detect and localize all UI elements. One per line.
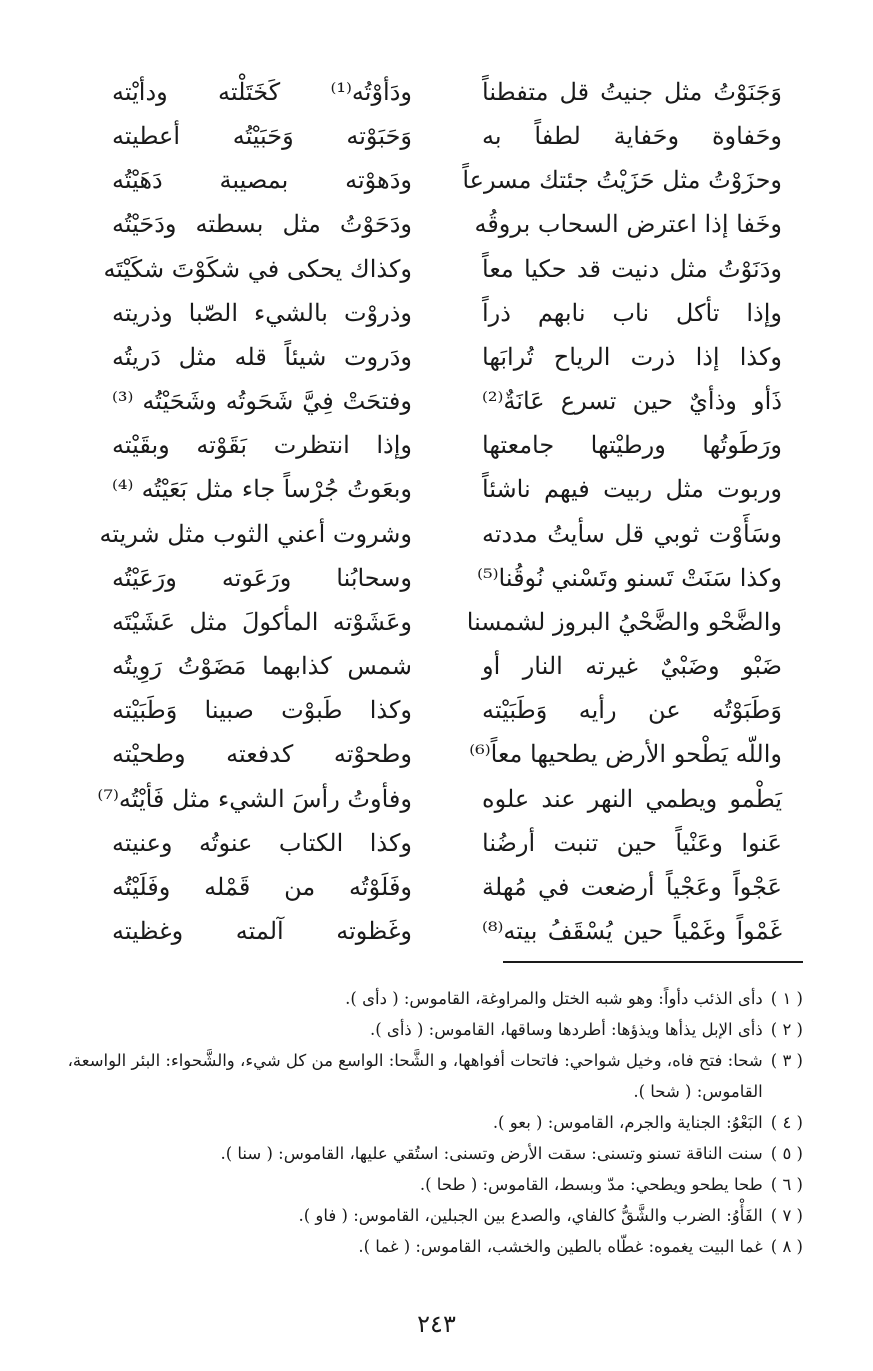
verse-first-hemistich: وكذا سَنَتْ تَسنو وتَسْني نُوقُنا⁽⁵⁾ bbox=[477, 563, 782, 592]
footnote bbox=[63, 1045, 803, 1107]
footnote-number: ( ١ ) bbox=[770, 989, 803, 1008]
verse-second-hemistich: وفَلَوْتُه من قَمْله وفَلَيْتُه bbox=[112, 872, 412, 901]
verse-first-hemistich: وسَأَوْت ثوبي قل سأيتُ مددته bbox=[482, 519, 782, 548]
verse-second-hemistich: وكذاك يحكى في شكَوْتَ شكَيْتَه bbox=[103, 254, 412, 283]
footnote-number: ( ٥ ) bbox=[770, 1144, 803, 1163]
verse-second-hemistich: وسحابُنا ورَعَوته ورَعَيْتُه bbox=[112, 563, 412, 592]
verse-line bbox=[112, 646, 782, 687]
verse-second-hemistich: ودَحَوْتُ مثل بسطته ودَحَيْتُه bbox=[112, 210, 412, 239]
footnote-text: غما البيت يغموه: غطّاه بالطين والخشب، القاموس: ( غما ). bbox=[358, 1237, 763, 1256]
footnote-number: ( ٧ ) bbox=[770, 1206, 803, 1225]
footnote-number: ( ٦ ) bbox=[770, 1175, 803, 1194]
footnote-number: ( ٤ ) bbox=[770, 1113, 803, 1132]
footnote bbox=[63, 1138, 803, 1169]
footnote bbox=[63, 983, 803, 1014]
verse-line bbox=[112, 867, 782, 908]
footnote bbox=[63, 1169, 803, 1200]
verse-second-hemistich: شمس كذابهما مَضَوْتُ رَوِيتُه bbox=[112, 652, 412, 681]
footnote-number: ( ٢ ) bbox=[770, 1020, 803, 1039]
footnote-text: دأى الذئب دأواً: وهو شبه الختل والمراوغة، القاموس: ( دأى ). bbox=[345, 989, 763, 1008]
verse-first-hemistich: يَطْمو ويطمي النهر عند علوه bbox=[482, 784, 782, 813]
verse-first-hemistich: ذَأو وذأيٌ حين تسرع عَانَةٌ⁽²⁾ bbox=[482, 387, 782, 416]
verse-line bbox=[112, 160, 782, 201]
verse-second-hemistich: وإذا انتظرت بَقَوْته وبقَيْته bbox=[112, 431, 412, 460]
footnote bbox=[63, 1200, 803, 1231]
verse-line bbox=[112, 425, 782, 466]
verse-first-hemistich: ورَطَوتُها ورطيْتها جامعتها bbox=[482, 431, 782, 460]
verse-line bbox=[112, 116, 782, 157]
verse-line bbox=[112, 734, 782, 775]
verse-first-hemistich: واللّه يَطْحو الأرض يطحيها معاً⁽⁶⁾ bbox=[469, 740, 782, 769]
verse-line bbox=[112, 72, 782, 113]
footnote-text: البَعْوُ: الجناية والجرم، القاموس: ( بعو ). bbox=[492, 1113, 763, 1132]
verse-second-hemistich: وكذا الكتاب عنوتُه وعنيته bbox=[112, 828, 412, 857]
verse-first-hemistich: غَمْواً وغَمْياً حين يُسْقَفُ بيته⁽⁸⁾ bbox=[482, 916, 782, 945]
verse-first-hemistich: عَنوا وعَنْياً حين تنبت أرضُنا bbox=[482, 828, 782, 857]
verse-line bbox=[103, 249, 782, 290]
verse-line bbox=[97, 779, 782, 820]
verse-first-hemistich: وحزَوْتُ مثل حَزَيْتُ جئتك مسرعاً bbox=[462, 166, 782, 195]
verse-second-hemistich: وشروت أعني الثوب مثل شريته bbox=[99, 519, 412, 548]
verse-second-hemistich: وطحوْته كدفعته وطحيْته bbox=[112, 740, 412, 769]
verse-second-hemistich: وَحَبَوْته وَحَبَيْتُه أعطيته bbox=[112, 122, 412, 151]
footnote-number: ( ٣ ) bbox=[770, 1051, 803, 1070]
verse-first-hemistich: عَجْواً وعَجْياً أرضعت في مُهلة bbox=[482, 872, 782, 901]
footnote bbox=[63, 1107, 803, 1138]
verse-first-hemistich: وحَفاوة وحَفاية لطفاً به bbox=[482, 122, 782, 151]
verse-line bbox=[112, 381, 782, 422]
verse-line bbox=[112, 293, 782, 334]
verse-line bbox=[112, 204, 782, 245]
verse-line bbox=[112, 558, 782, 599]
footnote-number: ( ٨ ) bbox=[770, 1237, 803, 1256]
footnote bbox=[63, 1014, 803, 1045]
verse-second-hemistich: وفتحَتْ فِيَّ شَحَوتُه وشَحَيْتُه ⁽³⁾ bbox=[112, 387, 412, 416]
verse-line bbox=[112, 690, 782, 731]
verse-line bbox=[112, 911, 782, 952]
footnote bbox=[63, 1231, 803, 1262]
page-number: ٢٤٣ bbox=[417, 1310, 456, 1338]
verse-second-hemistich: وفأوتُ رأسَ الشيء مثل فَأيْتُه⁽⁷⁾ bbox=[97, 784, 412, 813]
verse-second-hemistich: ودَروت شيئاً قله مثل دَريتُه bbox=[112, 342, 412, 371]
verse-second-hemistich: ودَهوْته بمصيبة دَهَيْتُه bbox=[112, 166, 412, 195]
verse-second-hemistich: وعَشَوْته المأكولَ مثل عَشَيْتَه bbox=[112, 607, 412, 636]
verse-first-hemistich: وكذا إذا ذرت الرياح تُرابَها bbox=[482, 342, 782, 371]
verse-first-hemistich: ضَبْو وضَبْيٌ غيرته النار أو bbox=[482, 652, 782, 681]
verse-first-hemistich: وإذا تأكل ناب نابهم ذراً bbox=[482, 298, 782, 327]
verse-first-hemistich: وربوت مثل ربيت فيهم ناشئاً bbox=[482, 475, 782, 504]
verse-second-hemistich: وغَظوته آلمته وغظيته bbox=[112, 916, 412, 945]
verse-line bbox=[112, 602, 782, 643]
verse-first-hemistich: والضَّحْو والضَّحْيُ البروز لشمسنا bbox=[466, 607, 782, 636]
footnote-text: ذأى الإبل يذأها ويذؤها: أطردها وساقها، القاموس: ( ذأى ). bbox=[369, 1020, 763, 1039]
verse-second-hemistich: ودَأوْتُه⁽¹⁾ كَخَتَلْته ودأيْته bbox=[112, 78, 412, 106]
verse-line bbox=[112, 469, 782, 510]
footnote-text: طحا يطحو ويطحي: مدّ وبسط، القاموس: ( طحا ). bbox=[419, 1175, 763, 1194]
verse-line bbox=[112, 823, 782, 864]
footnote-text: الفَأْوُ: الضرب والشَّقُّ كالفاي، والصدع بين الجبلين، القاموس: ( فاو ). bbox=[298, 1206, 763, 1225]
verse-first-hemistich: وخَفا إذا اعترض السحاب بروقُه bbox=[474, 210, 782, 239]
poem bbox=[97, 72, 782, 952]
verse-second-hemistich: وكذا طَبوْت صبينا وَطَبَيْته bbox=[112, 696, 412, 725]
verse-first-hemistich: ودَنَوْتُ مثل دنيت قد حكيا معاً bbox=[482, 254, 782, 283]
verse-second-hemistich: وذروْت بالشيء الصّبا وذريته bbox=[112, 298, 412, 327]
verse-first-hemistich: وَجَنَوْتُ مثل جنيتُ قل متفطناً bbox=[482, 78, 782, 106]
footnote-text: شحا: فتح فاه، وخيل شواحي: فاتحات أفواهها، و الشَّحا: الواسع من كل شيء، والشَّحواء: البئر الواسعة، القاموس: ( شحا ). bbox=[67, 1051, 763, 1101]
footnote-divider bbox=[503, 961, 803, 963]
verse-second-hemistich: وبعَوتُ جُرْساً جاء مثل بَعَيْتُه ⁽⁴⁾ bbox=[112, 475, 412, 504]
verse-first-hemistich: وَطَبَوْتُه عن رأيه وَطَبَيْته bbox=[482, 696, 782, 725]
footnote-text: سنت الناقة تسنو وتسنى: سقت الأرض وتسنى: استُقي عليها، القاموس: ( سنا ). bbox=[220, 1144, 763, 1163]
verse-line bbox=[112, 337, 782, 378]
verse-line bbox=[99, 514, 782, 555]
footnotes bbox=[63, 983, 803, 1262]
